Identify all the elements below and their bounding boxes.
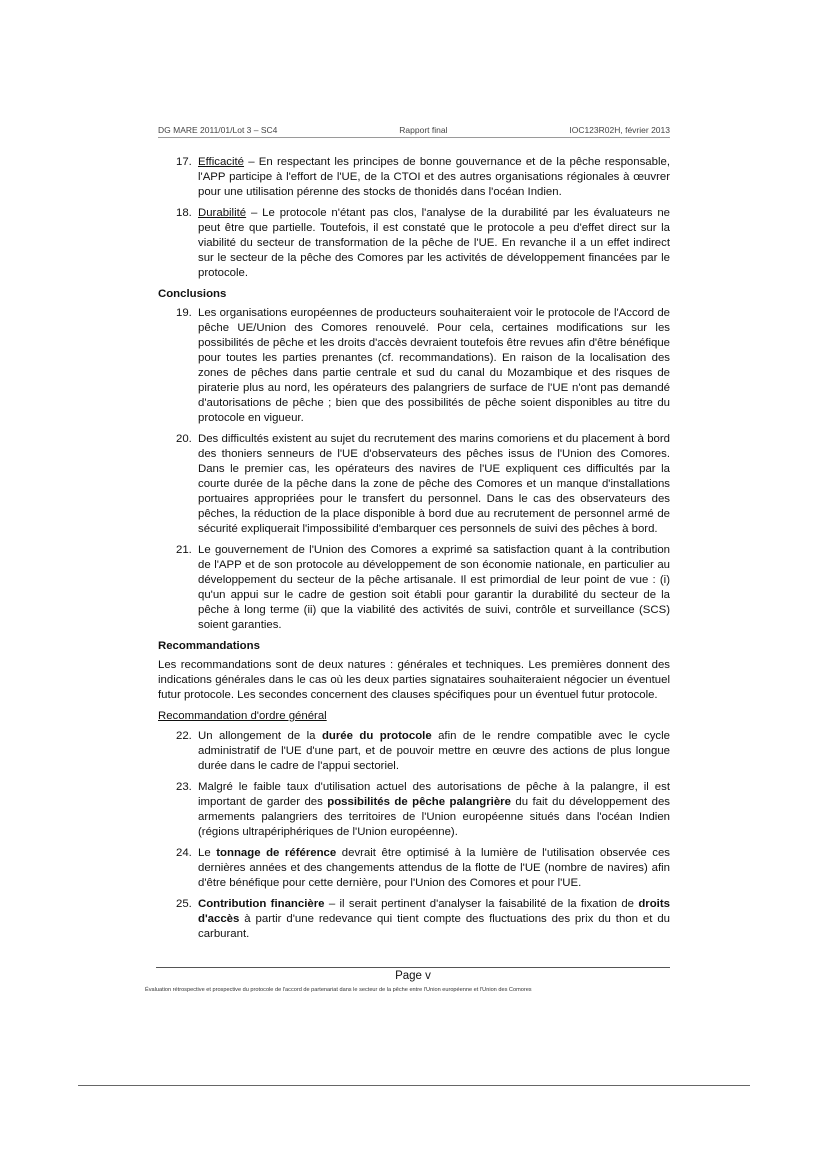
item-term: Efficacité: [198, 156, 245, 168]
item-text: Des difficultés existent au sujet du recrutement des marins comoriens et du placement à bord des thoniers senneurs de l'UE d'observateurs des pêches issus de l'Union des Comores. Dans le premier cas, les opérateurs des navires de l'UE expliquent ces difficultés par la courte durée de la pêche dans la zone de pêche des Comores et un manque d'installations portuaires appropriées pour le transfert du personnel. Dans le cas des observateurs des pêches, la réduction de la place disponible à bord due au recrutement de personnel armé de sécurité expliquerait l'impossibilité d'embarquer ces personnels de suivi des pêches à bord.: [198, 433, 670, 535]
item-text: [198, 897, 670, 942]
item-number: 25.: [176, 898, 192, 910]
item-key-term: durée du protocole: [321, 730, 432, 742]
item-key-term: Contribution financière: [198, 898, 325, 910]
item-number: 23.: [176, 781, 192, 793]
item-text: [198, 846, 670, 891]
item-key-term: droits d'accès: [198, 898, 670, 925]
section-heading-conclusions: Conclusions: [158, 288, 227, 300]
list-item: [158, 155, 670, 200]
subheading-general: Recommandation d'ordre général: [158, 710, 327, 722]
item-text: [198, 780, 670, 840]
footer-divider: [156, 967, 670, 968]
item-key-term: tonnage de référence: [216, 847, 337, 859]
item-number: 20.: [176, 433, 192, 445]
list-item: [158, 432, 670, 537]
item-text-part: Malgré le faible taux d'utilisation actuel des autorisations de pêche à la palangre, il est important de garder des: [198, 781, 670, 808]
header-right: IOC123R02H, février 2013: [569, 125, 670, 135]
item-number: 21.: [176, 544, 192, 556]
list-item: [158, 729, 670, 774]
section-heading-recommandations: Recommandations: [158, 640, 260, 652]
header-left: DG MARE 2011/01/Lot 3 – SC4: [158, 125, 278, 135]
recommandations-intro: Les recommandations sont de deux natures : générales et techniques. Les premières donnent des indications générales dans le cas où les deux parties signataires souhaiteraient négocier un éventuel futur protocole. Les secondes concernent des clauses spécifiques pour un éventuel futur protocole.: [158, 659, 670, 701]
item-text-part: Le: [198, 847, 217, 859]
list-item: [158, 846, 670, 891]
list-item: [158, 306, 670, 426]
item-number: 19.: [176, 307, 192, 319]
item-text: [198, 206, 670, 281]
item-text-part: à partir d'une redevance qui tient compte des fluctuations des prix du thon et du carburant.: [198, 913, 670, 940]
item-body: – Le protocole n'étant pas clos, l'analyse de la durabilité par les évaluateurs ne peut être que partielle. Toutefois, il est constaté que le protocole a peu d'effet direct sur la viabilité du secteur de transformation de la pêche de l'UE. En revanche il a un effet indirect sur le secteur de la pêche des Comores par les activités de développement financées par le protocole.: [198, 207, 670, 279]
page-number: Page v: [395, 970, 431, 982]
item-number: 22.: [176, 730, 192, 742]
list-item: [158, 543, 670, 633]
item-number: 17.: [176, 156, 192, 168]
bottom-divider: [78, 1085, 750, 1086]
list-item: [158, 206, 670, 281]
item-text: Le gouvernement de l'Union des Comores a exprimé sa satisfaction quant à la contribution de l'APP et de son protocole au développement de son économie nationale, en particulier au développement du secteur de la pêche artisanale. Il est primordial de leur point de vue : (i) qu'un appui sur le cadre de gestion soit établi pour garantir la durabilité du secteur de la pêche à long terme (ii) que la viabilité des activités de suivi, contrôle et surveillance (SCS) soient garanties.: [198, 544, 670, 631]
item-number: 24.: [176, 847, 192, 859]
item-body: – En respectant les principes de bonne gouvernance et de la pêche responsable, l'APP participe à l'effort de l'UE, de la CTOI et des autres organisations régionales à œuvrer pour une utilisation pérenne des stocks de thonidés dans l'océan Indien.: [198, 156, 670, 198]
item-text-part: devrait être optimisé à la lumière de l'utilisation observée ces dernières années et des changements attendus de la flotte de l'UE (nombre de navires) afin d'être bénéfique pour cette dernière, pour l'Union des Comores et pour l'UE.: [198, 847, 671, 889]
page-header: [158, 125, 670, 138]
document-body: [158, 155, 670, 948]
item-number: 18.: [176, 207, 192, 219]
item-term: Durabilité: [198, 207, 247, 219]
list-item: [158, 780, 670, 840]
item-text-part: du fait du développement des armements palangriers des territoires de l'Union européenne situés dans l'océan Indien (régions ultrapériphériques de l'Union européenne).: [198, 796, 670, 838]
item-text: [198, 155, 670, 200]
list-item: [158, 897, 670, 942]
footer-note: Évaluation rétrospective et prospective du protocole de l'accord de partenariat dans le secteur de la pêche entre l'Union européenne et l'Union des Comores: [145, 987, 532, 993]
item-text: Les organisations européennes de producteurs souhaiteraient voir le protocole de l'Accord de pêche UE/Union des Comores renouvelé. Pour cela, certaines modifications sur les possibilités de pêche et les droits d'accès devraient toutefois être revues afin d'être bénéfique pour toutes les parties prenantes (cf. recommandations). En raison de la localisation des zones de pêches dans partie centrale et sud du canal du Mozambique et des risques de piraterie plus au nord, les opérateurs des palangriers de surface de l'UE n'ont pas demandé d'autorisations de pêche ; bien que des possibilités de pêche soient disponibles au titre du protocole en vigueur.: [198, 307, 670, 424]
item-text: [198, 729, 670, 774]
item-text-part: – il serait pertinent d'analyser la faisabilité de la fixation de: [324, 898, 639, 910]
item-key-term: possibilités de pêche palangrière: [327, 796, 511, 808]
item-text-part: afin de le rendre compatible avec le cycle administratif de l'UE d'une part, et de pouvoir mettre en œuvre des actions de plus longue durée dans le cadre de l'appui sectoriel.: [198, 730, 670, 772]
header-center: Rapport final: [399, 125, 448, 135]
item-text-part: Un allongement de la: [198, 730, 322, 742]
